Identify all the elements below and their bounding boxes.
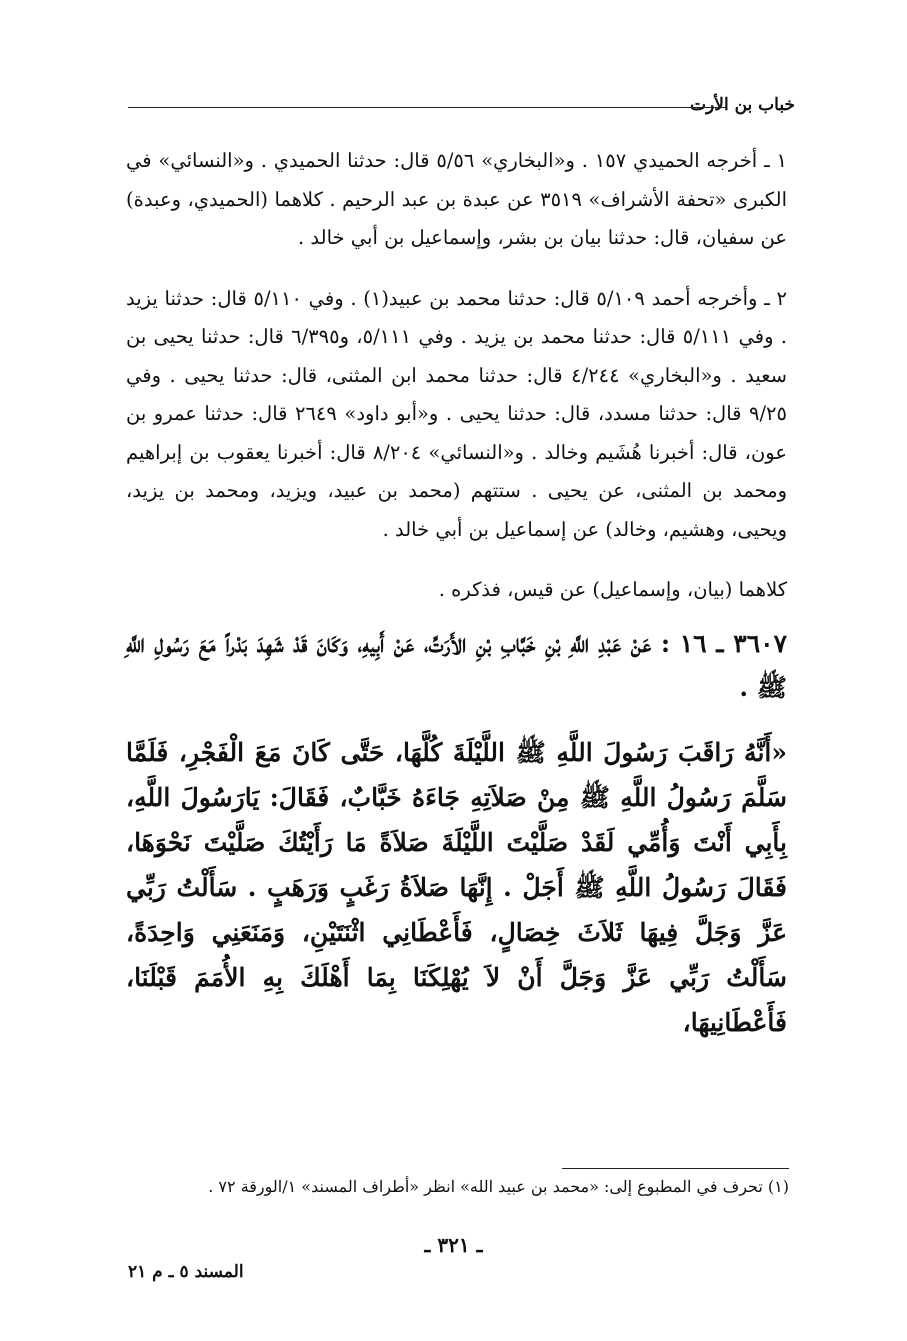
footnote: (١) تحرف في المطبوع إلى: «محمد بن عبيد الله» انظر «أطراف المسند» ١/الورقة ٧٢ . — [208, 1177, 789, 1196]
footnote-rule — [562, 1168, 789, 1169]
takhrij-note-1: ١ ـ أخرجه الحميدي ١٥٧ . و«البخاري» ٥/٥٦ قال: حدثنا الحميدي . و«النسائي» في الكبرى «تحفة الأشراف» ٣٥١٩ عن عبدة بن عبد الرحيم . كلاهما (الحميدي، وعبدة) عن سفيان، قال: حدثنا بيان بن بشر، وإسماعيل بن أبي خالد . — [126, 149, 788, 249]
page-body — [126, 142, 787, 1045]
takhrij-note-2: ٢ ـ وأخرجه أحمد ٥/١٠٩ قال: حدثنا محمد بن عبيد(١) . وفي ٥/١١٠ قال: حدثنا يزيد . وفي ٥/١١١ قال: حدثنا محمد بن يزيد . وفي ٥/١١١، و٦/٣٩٥ قال: حدثنا يحيى بن سعيد . و«البخاري» ٤/٢٤٤ قال: حدثنا محمد ابن المثنى، قال: حدثنا يحيى . وفي ٩/٢٥ قال: حدثنا مسدد، قال: حدثنا يحيى . و«أبو داود» ٢٦٤٩ قال: حدثنا عمرو بن عون، قال: أخبرنا هُشَيم وخالد . و«النسائي» ٨/٢٠٤ قال: أخبرنا يعقوب بن إبراهيم ومحمد بن المثنى، عن يحيى . ستتهم (محمد بن عبيد، ويزيد، ومحمد بن يزيد، ويحيى، وهشيم، وخالد) عن إسماعيل بن أبي خالد . — [126, 286, 788, 541]
hadith-intro: ٣٦٠٧ ـ ١٦ : عَنْ عَبْدِ اللَّهِ بْنِ خَبَّابِ بْنِ الأَرَتِّ، عَنْ أَبِيهِ، وَكَانَ قَدْ شَهِدَ بَدْراً مَعَ رَسُولِ اللَّهِ ﷺ . — [126, 628, 788, 702]
page-number: ـ ٣٢١ ـ — [424, 1233, 483, 1257]
header-rule — [128, 107, 727, 108]
takhrij-note-3: كلاهما (بيان، وإسماعيل) عن قيس، فذكره . — [438, 578, 787, 601]
signature-mark: المسند ٥ ـ م ٢١ — [128, 1262, 244, 1282]
running-header-title: خباب بن الأرت — [690, 95, 795, 115]
hadith-text: «أَنَّهُ رَاقَبَ رَسُولَ اللَّهِ ﷺ اللَّيْلَةَ كُلَّهَا، حَتَّى كَانَ مَعَ الْفَجْرِ، فَلَمَّا سَلَّمَ رَسُولُ اللَّهِ ﷺ مِنْ صَلاَتِهِ جَاءَهُ خَبَّابٌ، فَقَالَ: يَارَسُولَ اللَّهِ، بِأَبِي أَنْتَ وَأُمِّي لَقَدْ صَلَّيْتَ اللَّيْلَةَ صَلاَةً مَا رَأَيْتُكَ صَلَّيْتَ نَحْوَهَا، فَقَالَ رَسُولُ اللَّهِ ﷺ أَجَلْ . إِنَّهَا صَلاَةُ رَغَبٍ وَرَهَبٍ . سَأَلْتُ رَبِّي عَزَّ وَجَلَّ فِيهَا ثَلاَثَ خِصَالٍ، فَأَعْطَانِي اثْنَتَيْنِ، وَمَنَعَنِي وَاحِدَةً، سَأَلْتُ رَبِّي عَزَّ وَجَلَّ أَنْ لاَ يُهْلِكَنَا بِمَا أَهْلَكَ بِهِ الأُمَمَ قَبْلَنَا، فَأَعْطَانِيهَا، — [126, 737, 787, 1037]
